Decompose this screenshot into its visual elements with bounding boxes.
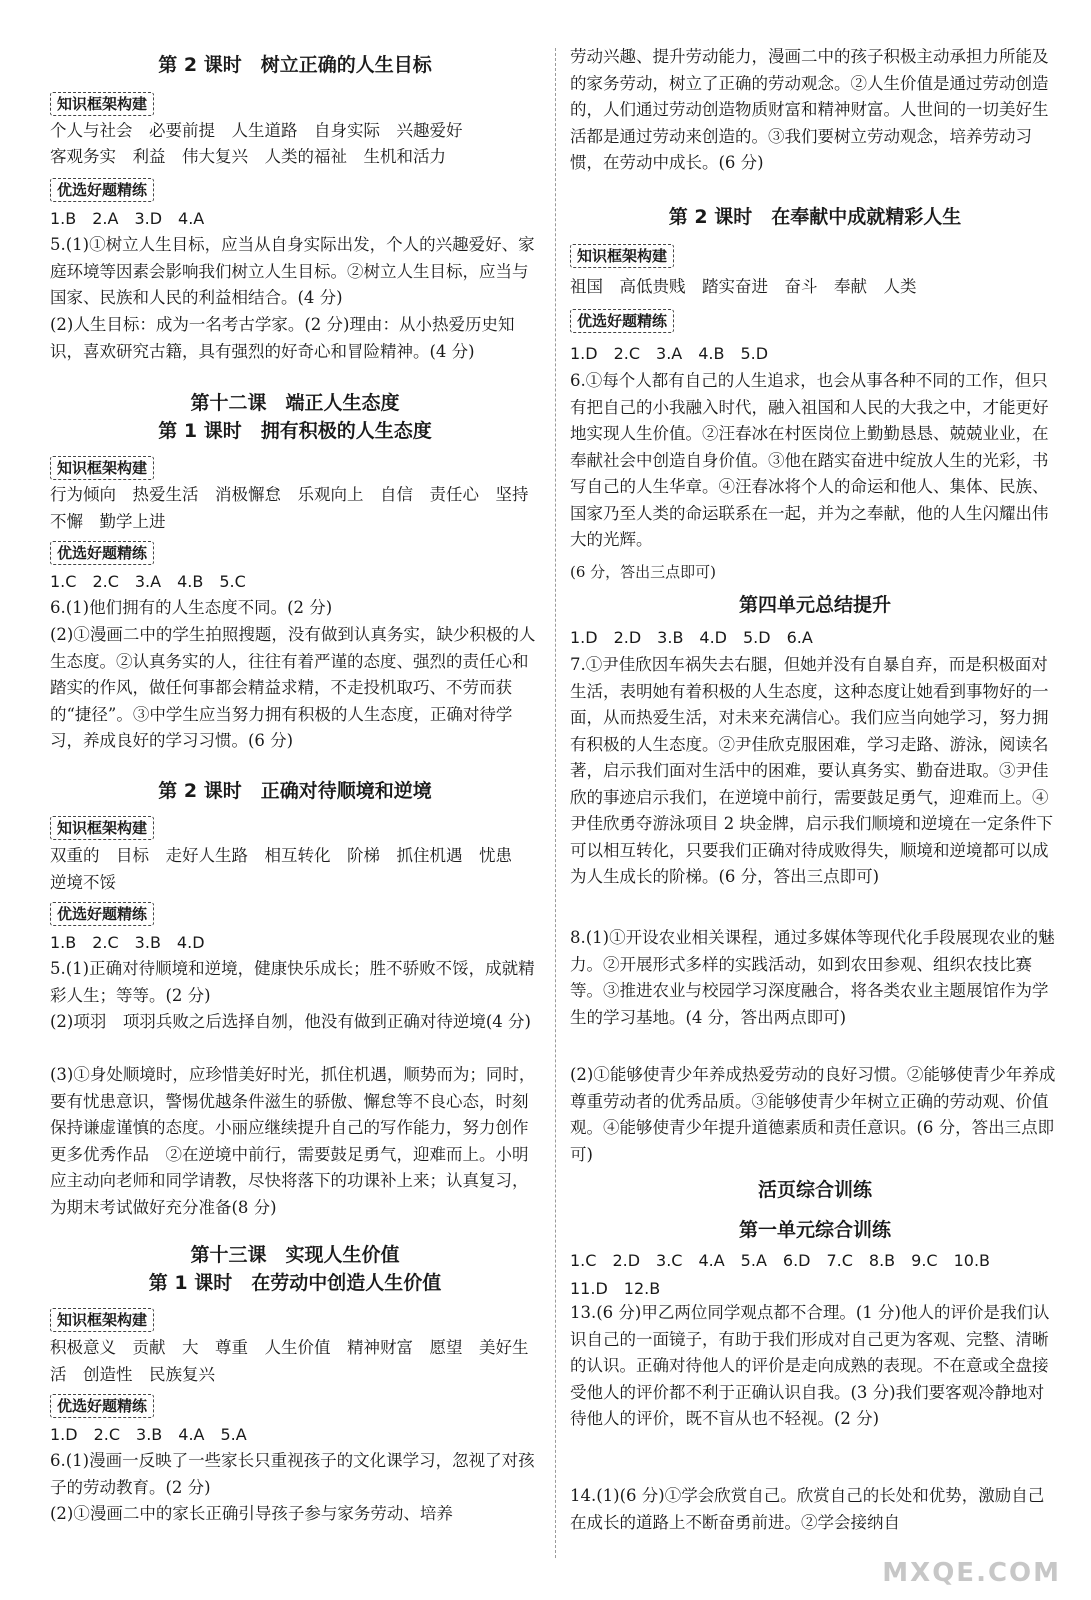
score-note: (6 分，答出三点即可) xyxy=(570,563,717,581)
choice-answers: 1.B 2.C 3.B 4.D xyxy=(50,933,205,952)
section-tag: 优选好题精练 xyxy=(50,541,154,565)
section-tag: 优选好题精练 xyxy=(50,1394,154,1418)
section-tag: 知识框架构建 xyxy=(50,456,154,480)
knowledge-keywords: 行为倾向 热爱生活 消极懈怠 乐观向上 自信 责任心 坚持不懈 勤学上进 xyxy=(50,485,529,531)
section-heading: 第一单元综合训练 xyxy=(738,1219,891,1241)
section-heading: 活页综合训练 xyxy=(757,1179,872,1201)
section-tag: 知识框架构建 xyxy=(50,1308,154,1332)
choice-answers: 1.D 2.D 3.B 4.D 5.D 6.A xyxy=(570,628,813,647)
lesson-heading: 第十二课 端正人生态度 xyxy=(190,392,400,414)
choice-answers: 1.D 2.C 3.A 4.B 5.D xyxy=(570,344,769,363)
knowledge-keywords: 祖国 高低贵贱 踏实奋进 奋斗 奉献 人类 xyxy=(570,277,917,296)
answer-paragraph: 8.(1)①开设农业相关课程，通过多媒体等现代化手段展现农业的魅力。②开展形式多样的实践活动，如到农田参观、组织农技比赛等。③推进农业与校园学习深度融合，将各类农业主题展馆作为学生的学习基地。(4 分，答出两点即可) xyxy=(570,928,1055,1027)
lesson-heading: 第 1 课时 拥有积极的人生态度 xyxy=(158,420,432,442)
answer-paragraph: 5.(1)正确对待顺境和逆境，健康快乐成长；胜不骄败不馁，成就精彩人生；等等。(2 分) xyxy=(50,959,535,1005)
choice-answers: 1.D 2.C 3.B 4.A 5.A xyxy=(50,1425,247,1444)
knowledge-keywords: 个人与社会 必要前提 人生道路 自身实际 兴趣爱好 xyxy=(50,121,463,140)
section-tag: 优选好题精练 xyxy=(570,309,674,333)
answer-paragraph: 14.(1)(6 分)①学会欣赏自己。欣赏自己的长处和优势，激励自己在成长的道路上不断奋勇前进。②学会接纳自 xyxy=(570,1486,1045,1532)
watermark-logo: MXQE.COM xyxy=(882,1558,1061,1588)
section-tag: 优选好题精练 xyxy=(50,178,154,202)
answer-paragraph: 5.(1)①树立人生目标，应当从自身实际出发，个人的兴趣爱好、家庭环境等因素会影响我们树立人生目标。②树立人生目标，应当与国家、民族和人民的利益相结合。(4 分) xyxy=(50,235,535,307)
answer-paragraph: (3)①身处顺境时，应珍惜美好时光，抓住机遇，顺势而为；同时，要有忧患意识，警惕优越条件滋生的骄傲、懈怠等不良心态，时刻保持谦虚谨慎的态度。小丽应继续提升自己的写作能力，努力创作更多优秀作品 ②在逆境中前行，需要鼓足勇气，迎难而上。小明应主动向老师和同学请教，尽快将落下的功课补上来；认真复习，为期末考试做好充分准备(8 分) xyxy=(50,1065,536,1217)
section-tag: 知识框架构建 xyxy=(570,244,674,268)
knowledge-keywords: 双重的 目标 走好人生路 相互转化 阶梯 抓住机遇 忧患 逆境不馁 xyxy=(50,846,529,892)
answer-paragraph: (2)①能够使青少年养成热爱劳动的良好习惯。②能够使青少年养成尊重劳动者的优秀品质。③能够使青少年树立正确的劳动观、价值观。④能够使青少年提升道德素质和责任意识。(6 分，答出三点即可) xyxy=(570,1065,1056,1164)
choice-answers: 1.C 2.D 3.C 4.A 5.A 6.D 7.C 8.B 9.C 10.B xyxy=(570,1251,991,1270)
lesson-heading: 第 2 课时 在奉献中成就精彩人生 xyxy=(668,206,962,228)
lesson-heading: 第四单元总结提升 xyxy=(738,594,891,616)
answer-paragraph: (2)①漫画二中的学生拍照搜题，没有做到认真务实，缺少积极的人生态度。②认真务实的人，往往有着严谨的态度、强烈的责任心和踏实的作风，做任何事都会精益求精，不走投机取巧、不劳而获的“捷径”。③中学生应当努力拥有积极的人生态度，正确对待学习，养成良好的学习习惯。(6 分) xyxy=(50,625,536,750)
choice-answers: 11.D 12.B xyxy=(570,1279,661,1298)
column-divider xyxy=(555,48,556,1558)
lesson-heading: 第 2 课时 树立正确的人生目标 xyxy=(158,54,432,76)
knowledge-keywords: 客观务实 利益 伟大复兴 人类的福祉 生机和活力 xyxy=(50,147,446,166)
section-tag: 知识框架构建 xyxy=(50,816,154,840)
answer-paragraph: 6.①每个人都有自己的人生追求，也会从事各种不同的工作，但只有把自己的小我融入时代，融入祖国和人民的大我之中，才能更好地实现人生价值。②汪春冰在村医岗位上勤勤恳恳、兢兢业业，在奉献社会中创造自身价值。③他在踏实奋进中绽放人生的光彩，书写自己的人生华章。④汪春冰将个人的命运和他人、集体、民族、国家乃至人类的命运联系在一起，并为之奉献，他的人生闪耀出伟大的光辉。 xyxy=(570,371,1049,549)
lesson-heading: 第 1 课时 在劳动中创造人生价值 xyxy=(148,1272,442,1294)
answer-paragraph: (2)项羽 项羽兵败之后选择自刎，他没有做到正确对待逆境(4 分) xyxy=(50,1012,531,1031)
section-tag: 优选好题精练 xyxy=(50,902,154,926)
answer-paragraph: (2)人生目标：成为一名考古学家。(2 分)理由：从小热爱历史知识，喜欢研究古籍，具有强烈的好奇心和冒险精神。(4 分) xyxy=(50,315,515,361)
answer-paragraph: 7.①尹佳欣因车祸失去右腿，但她并没有自暴自弃，而是积极面对生活，表明她有着积极的人生态度，这种态度让她看到事物好的一面，从而热爱生活，对未来充满信心。我们应当向她学习，努力拥有积极的人生态度。②尹佳欣克服困难，学习走路、游泳，阅读名著，启示我们面对生活中的困难，要认真务实、勤奋进取。③尹佳欣的事迹启示我们，在逆境中前行，需要鼓足勇气，迎难而上。④尹佳欣勇夺游泳项目 2 块金牌，启示我们顺境和逆境在一定条件下可以相互转化，只要我们正确对待成败得失，顺境和逆境都可以成为人生成长的阶梯。(6 分，答出三点即可) xyxy=(570,655,1053,886)
section-tag: 知识框架构建 xyxy=(50,92,154,116)
answer-paragraph: 6.(1)他们拥有的人生态度不同。(2 分) xyxy=(50,598,333,617)
lesson-heading: 第十三课 实现人生价值 xyxy=(190,1244,400,1266)
answer-paragraph: 6.(1)漫画一反映了一些家长只重视孩子的文化课学习，忽视了对孩子的劳动教育。(2 分) xyxy=(50,1451,535,1497)
lesson-heading: 第 2 课时 正确对待顺境和逆境 xyxy=(158,780,432,802)
choice-answers: 1.C 2.C 3.A 4.B 5.C xyxy=(50,572,246,591)
knowledge-keywords: 积极意义 贡献 大 尊重 人生价值 精神财富 愿望 美好生活 创造性 民族复兴 xyxy=(50,1338,529,1384)
answer-paragraph: 13.(6 分)甲乙两位同学观点都不合理。(1 分)他人的评价是我们认识自己的一面镜子，有助于我们形成对自己更为客观、完整、清晰的认识。正确对待他人的评价是走向成熟的表现。不在意或全盘接受他人的评价都不利于正确认识自我。(3 分)我们要客观冷静地对待他人的评价，既不盲从也不轻视。(2 分) xyxy=(570,1303,1050,1428)
answer-paragraph: (2)①漫画二中的家长正确引导孩子参与家务劳动、培养 xyxy=(50,1504,453,1523)
answer-paragraph: 劳动兴趣、提升劳动能力，漫画二中的孩子积极主动承担力所能及的家务劳动，树立了正确的劳动观念。②人生价值是通过劳动创造的，人们通过劳动创造物质财富和精神财富。人世间的一切美好生活都是通过劳动来创造的。③我们要树立劳动观念，培养劳动习惯，在劳动中成长。(6 分) xyxy=(570,47,1049,172)
choice-answers: 1.B 2.A 3.D 4.A xyxy=(50,209,205,228)
